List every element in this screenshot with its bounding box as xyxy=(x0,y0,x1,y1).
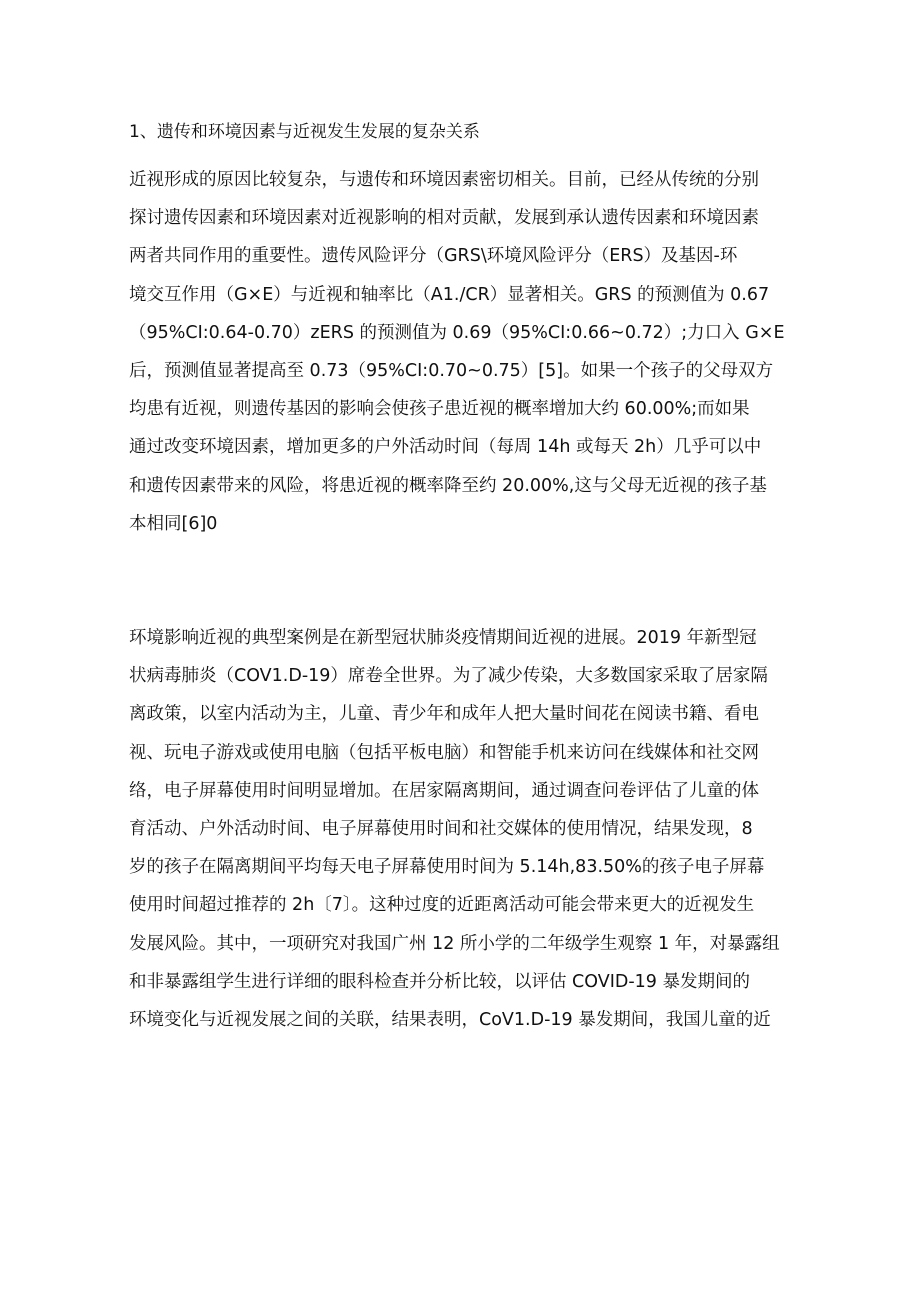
text-line: 近视形成的原因比较复杂，与遗传和环境因素密切相关。目前，已经从传统的分别 xyxy=(129,170,759,190)
text-line: 和非暴露组学生进行详细的眼科检查并分析比较，以评估 COVID-19 暴发期间的 xyxy=(129,971,750,992)
text-line: 视、玩电子游戏或使用电脑（包括平板电脑）和智能手机来访问在线媒体和社交网 xyxy=(129,742,759,763)
text-line: 育活动、户外活动时间、电子屏幕使用时间和社交媒体的使用情况，结果发现，8 xyxy=(129,818,753,839)
text-line: 境交互作用（G×E）与近视和轴率比（A1./CR）显著相关。GRS 的预测值为 0.67 xyxy=(129,284,770,305)
text-line: 络，电子屏幕使用时间明显增加。在居家隔离期间，通过调查问卷评估了儿童的体 xyxy=(129,780,759,801)
text-line: （95%CI:0.64-0.70）zERS 的预测值为 0.69（95%CI:0.66~0.72）;力口入 G×E xyxy=(129,322,785,343)
text-line: 环境影响近视的典型案例是在新型冠状肺炎疫情期间近视的进展。2019 年新型冠 xyxy=(129,628,757,648)
paragraph-covid-case xyxy=(129,619,809,1039)
text-line: 通过改变环境因素，增加更多的户外活动时间（每周 14h 或每天 2h）几乎可以中 xyxy=(129,437,762,458)
text-line: 离政策，以室内活动为主，儿童、青少年和成年人把大量时间花在阅读书籍、看电 xyxy=(129,704,759,725)
text-line: 使用时间超过推荐的 2h〔7〕。这种过度的近距离活动可能会带来更大的近视发生 xyxy=(129,895,755,916)
section-heading: 1、遗传和环境因素与近视发生发展的复杂关系 xyxy=(129,122,480,142)
text-line: 均患有近视，则遗传基因的影响会使孩子患近视的概率增加大约 60.00%;而如果 xyxy=(129,399,750,420)
text-line: 状病毒肺炎（COV1.D-19）席卷全世界。为了减少传染，大多数国家采取了居家隔 xyxy=(129,666,768,687)
text-line: 环境变化与近视发展之间的关联，结果表明，CoV1.D-19 暴发期间，我国儿童的近 xyxy=(129,1009,771,1030)
text-line: 岁的孩子在隔离期间平均每天电子屏幕使用时间为 5.14h,83.50%的孩子电子屏幕 xyxy=(129,857,765,878)
text-line: 本相同[6]0 xyxy=(129,513,218,534)
paragraph-genetics-environment xyxy=(129,161,809,543)
text-line: 两者共同作用的重要性。遗传风险评分（GRS\环境风险评分（ERS）及基因-环 xyxy=(129,246,738,267)
text-line: 探讨遗传因素和环境因素对近视影响的相对贡献，发展到承认遗传因素和环境因素 xyxy=(129,208,759,229)
text-line: 和遗传因素带来的风险，将患近视的概率降至约 20.00%,这与父母无近视的孩子基 xyxy=(129,475,767,496)
text-line: 后，预测值显著提高至 0.73（95%CI:0.70~0.75）[5]。如果一个孩子的父母双方 xyxy=(129,360,774,381)
text-line: 发展风险。其中，一项研究对我国广州 12 所小学的二年级学生观察 1 年，对暴露组 xyxy=(129,933,780,954)
